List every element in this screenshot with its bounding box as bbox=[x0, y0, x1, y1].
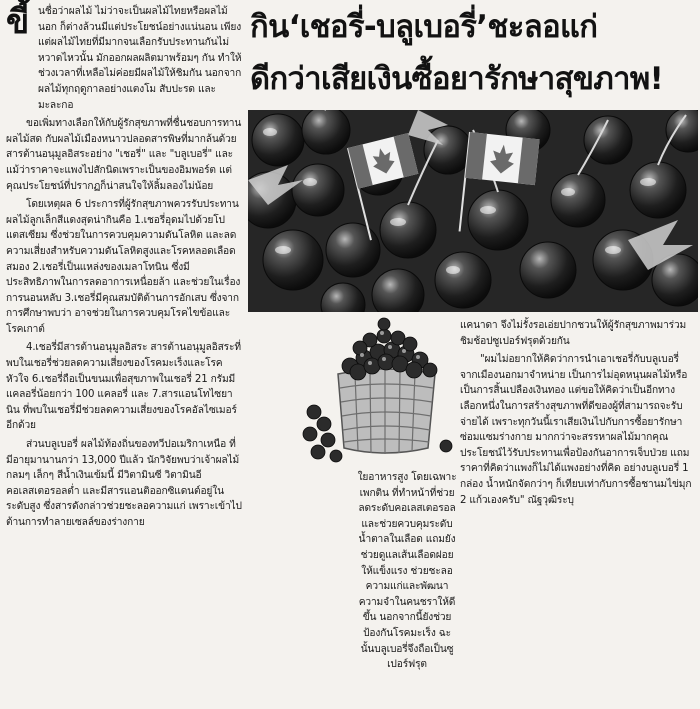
paragraph-quote: "ผมไม่อยากให้คิดว่าการนำเอาเชอรี่กับบลูเบอรี่จากเมืองนอกมาจำหน่าย เป็นการไม่อุดหนุนผลไม้หรือเป็นการสิ้นเปลืองเงินทอง แต่ขอให้คิดว่าเป็นอีกทางเลือกหนึ่งในการสร้างสุขภาพที่ดีของผู้ที่สามารถจะรับจ่ายได้ เพราะทุกวันนี้เราเสียเงินไปกับการซื้อยารักษาซ่อมแซมร่างกาย มากกว่าจะสรรหาผลไม้มากคุณประโยชน์ไว้รับประทานเพื่อป้องกันอาการเจ็บป่วย แถมราคาที่คิดว่าแพงก็ไม่ได้แพงอย่างที่คิด อย่างบลูเบอรี่ 1 กล่อง น้ำหนักจัดกว่าๆ ก็เทียบเท่ากับการซื้อชานมไข่มุก 2 แก้วเองครับ" ณัฐวุฒิระบุ bbox=[460, 354, 692, 506]
article-column-right bbox=[460, 318, 694, 511]
headline-line-2: ดีกว่าเสียเงินซื้อยารักษาสุขภาพ! bbox=[250, 61, 664, 97]
paragraph-choice: ขอเพิ่มทางเลือกให้กับผู้รักสุขภาพที่ชื่นชอบการทานผลไม้สด กับผลไม้เมืองหนาวปลอดสารพิษที่มากล้นด้วยสารต้านอนุมูลอิสระอย่าง "เชอรี่" และ "บลูเบอรี่" และแม้ว่าราคาจะแพงไปสักนิดเพราะเป็นของอิมพอร์ต แต่คุณประโยชน์ที่ปรากฏก็น่าสนใจให้ลิ้มลองไม่น้อย bbox=[6, 118, 242, 192]
paragraph-intro: นชื่อว่าผลไม้ ไม่ว่าจะเป็นผลไม้ไทยหรือผลไม้นอก ก็ต่างล้วนมีแต่ประโยชน์อย่างแน่นอน เพียงแต่ผลไม้ไทยที่มีมากจนเลือกรับประทานกันไม่หวาดไหวนั้น มักออกผลผลิตมาพร้อมๆ กัน ทำให้ช่วงเวลาที่เหลือไม่ค่อยมีผลไม้ให้ชิมกัน นอกจากผลไม้ทุกฤดูกาลอย่างแตงโม สับปะรด และมะละกอ bbox=[38, 6, 242, 111]
cherries-flags-illustration bbox=[248, 110, 698, 312]
headline-line-1: กิน‘เชอรี่-บลูเบอรี่’ชะลอแก่ bbox=[250, 9, 598, 45]
paragraph-cherry-reasons: โดยเหตุผล 6 ประการที่ผู้รักสุขภาพควรรับประทานผลไม้ลูกเล็กสีแดงสุดน่ากินคือ 1.เชอรี่อุดมไปด้วยโปแตสเซียม ซึ่งช่วยในการควบคุมความดันโลหิต และลดความเสี่ยงสำหรับความดันโลหิตสูงและโรคหลอดเลือดสมอง 2.เชอรี่เป็นแหล่งของเมลาโทนิน ซึ่งมีประสิทธิภาพในการลดอาการเหนื่อยล้า และช่วยในเรื่องการนอนหลับ 3.เชอรี่มีคุณสมบัติต้านการอักเสบ ซึ่งจากการศึกษาพบว่า อาจช่วยในการควบคุมโรคไขข้อและโรคเกาต์ bbox=[6, 199, 241, 335]
blueberries-photo bbox=[300, 316, 470, 466]
article-column-left bbox=[6, 4, 242, 534]
drop-cap: ขี้ bbox=[6, 2, 30, 42]
paragraph-canada: แคนาดา จึงไม่รั้งรอเอ่ยปากชวนให้ผู้รักสุขภาพมาร่วมชิมช้อปซูเปอร์ฟรุตด้วยกัน bbox=[460, 320, 687, 347]
blueberry-basket-illustration bbox=[300, 316, 470, 466]
headline bbox=[250, 4, 696, 102]
paragraph-blueberry-fiber: ใยอาหารสูง โดยเฉพาะเพกติน ที่ทำหน้าที่ช่วยลดระดับคอเลสเตอรอล และช่วยควบคุมระดับน้ำตาลในเลือด แถมยังช่วยดูแลเส้นเลือดฝอยให้แข็งแรง ช่วยชะลอความแก่และพัฒนาความจำในคนชราให้ดีขึ้น นอกจากนี้ยังช่วยป้องกันโรคมะเร็ง ฉะนั้นบลูเบอรี่จึงถือเป็นซูเปอร์ฟรุต bbox=[357, 472, 457, 671]
paragraph-cherry-reasons-2: 4.เชอรี่มีสารต้านอนุมูลอิสระ สารต้านอนุมูลอิสระที่พบในเชอรี่ช่วยลดความเสี่ยงของโรคมะเร็งและโรคหัวใจ 6.เชอรี่ถือเป็นขนมเพื่อสุขภาพในเชอรี่ 21 กรัมมีแคลอรี่น้อยกว่า 100 แคลอรี่ และ 7.สารแอนโทไซยานิน ที่พบในเชอรี่มีช่วยลดความเสี่ยงของโรคอัลไซเมอร์อีกด้วย bbox=[6, 342, 241, 432]
cherries-photo bbox=[248, 110, 698, 312]
paragraph-blueberry: ส่วนบลูเบอรี่ ผลไม้ท้องถิ่นของทวีปอเมริกาเหนือ ที่มีอายุมานานกว่า 13,000 ปีแล้ว นักวิจัยพบว่าเจ้าผลไม้กลมๆ เล็กๆ สีน้ำเงินเข้มนี้ มีวิตามินซี วิตามินอี คอเลสเตอรอลต่ำ และมีสารแอนติออกซิแดนต์อยู่ในระดับสูง ซึ่งสารดังกล่าวช่วยชะลอความแก่ เพราะเข้าไปต้านการทำลายเซลล์ของร่างกาย bbox=[6, 439, 242, 528]
article-column-middle bbox=[357, 470, 457, 676]
